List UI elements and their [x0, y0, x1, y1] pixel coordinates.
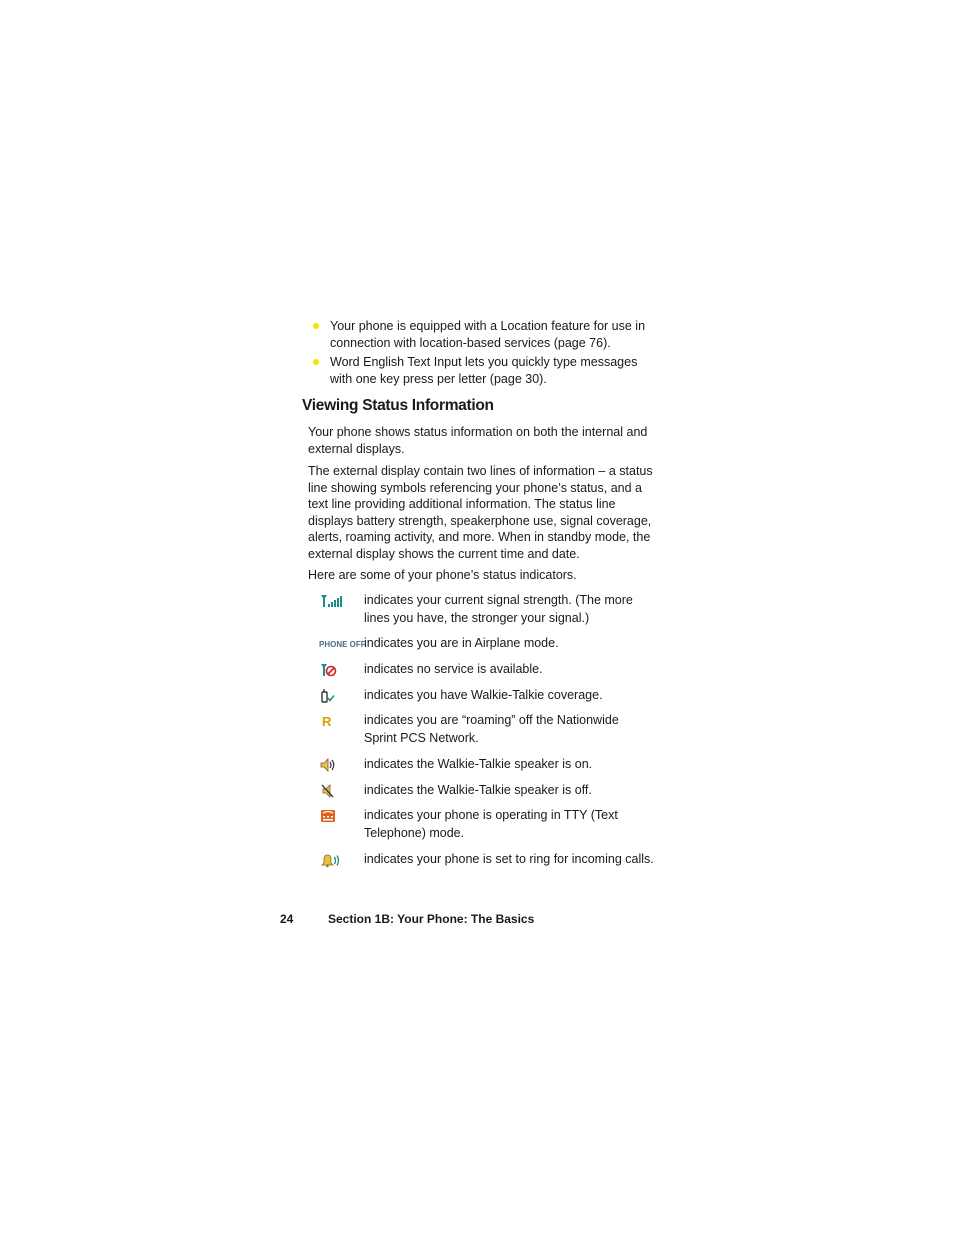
- indicator-row-walkie-talkie: [318, 687, 668, 712]
- bullet-dot: [313, 323, 319, 329]
- indicator-text: indicates you have Walkie-Talkie coverage.: [364, 688, 603, 702]
- speaker-off-icon: [318, 783, 358, 799]
- status-indicator-list: [318, 592, 668, 891]
- footer-section-title: Section 1B: Your Phone: The Basics: [328, 912, 535, 926]
- external-display-paragraph: The external display contain two lines of information – a status line showing symbols referencing your phone’s status, and a text line providing additional information. The status line displays battery strength, speakerphone use, signal coverage, alerts, roaming activity, and more. When in standby mode, the external display shows the current time and date.: [308, 464, 653, 561]
- ringer-on-icon: [318, 852, 358, 868]
- bullet-item-location: [312, 318, 662, 351]
- indicator-text: indicates your current signal strength. (The more lines you have, the stronger your signal.): [364, 593, 633, 625]
- bullet-text: Your phone is equipped with a Location feature for use in connection with location-based services (page 76).: [330, 319, 646, 350]
- indicator-text: indicates you are “roaming” off the Nationwide Sprint PCS Network.: [364, 713, 619, 745]
- airplane-mode-icon-label: PHONE OFF: [319, 640, 366, 649]
- indicator-row-signal: [318, 592, 668, 635]
- indicator-text: indicates your phone is operating in TTY (Text Telephone) mode.: [364, 808, 618, 840]
- indicator-row-no-service: [318, 661, 668, 687]
- indicator-row-tty: [318, 807, 668, 851]
- page-number: 24: [280, 912, 294, 926]
- bullet-item-text-input: [312, 354, 662, 387]
- airplane-mode-icon: [318, 636, 366, 652]
- indicator-text: indicates you are in Airplane mode.: [364, 636, 559, 650]
- bullet-dot: [313, 359, 319, 365]
- bullet-text: Word English Text Input lets you quickly type messages with one key press per letter (page 30).: [330, 355, 638, 386]
- indicator-row-speaker-on: [318, 756, 668, 782]
- indicator-row-airplane: [318, 635, 668, 661]
- section-heading: Viewing Status Information: [302, 397, 494, 414]
- signal-strength-icon: [318, 593, 358, 609]
- tty-mode-icon: [318, 808, 358, 824]
- roaming-icon-label: R: [322, 714, 332, 729]
- indicator-text: indicates the Walkie-Talkie speaker is on.: [364, 757, 593, 771]
- indicator-row-roaming: [318, 712, 668, 756]
- indicator-text: indicates your phone is set to ring for incoming calls.: [364, 852, 654, 866]
- indicator-text: indicates the Walkie-Talkie speaker is off.: [364, 783, 592, 797]
- indicator-text: indicates no service is available.: [364, 662, 543, 676]
- feature-bullet-list: [312, 318, 662, 390]
- no-service-icon: [318, 662, 358, 678]
- indicators-intro-paragraph: Here are some of your phone’s status indicators.: [308, 568, 577, 582]
- intro-paragraph: Your phone shows status information on both the internal and external displays.: [308, 425, 648, 456]
- indicator-row-ringer: [318, 851, 668, 891]
- indicator-row-speaker-off: [318, 782, 668, 807]
- walkie-talkie-coverage-icon: [318, 688, 358, 704]
- speaker-on-icon: [318, 757, 358, 773]
- roaming-icon: [318, 713, 358, 729]
